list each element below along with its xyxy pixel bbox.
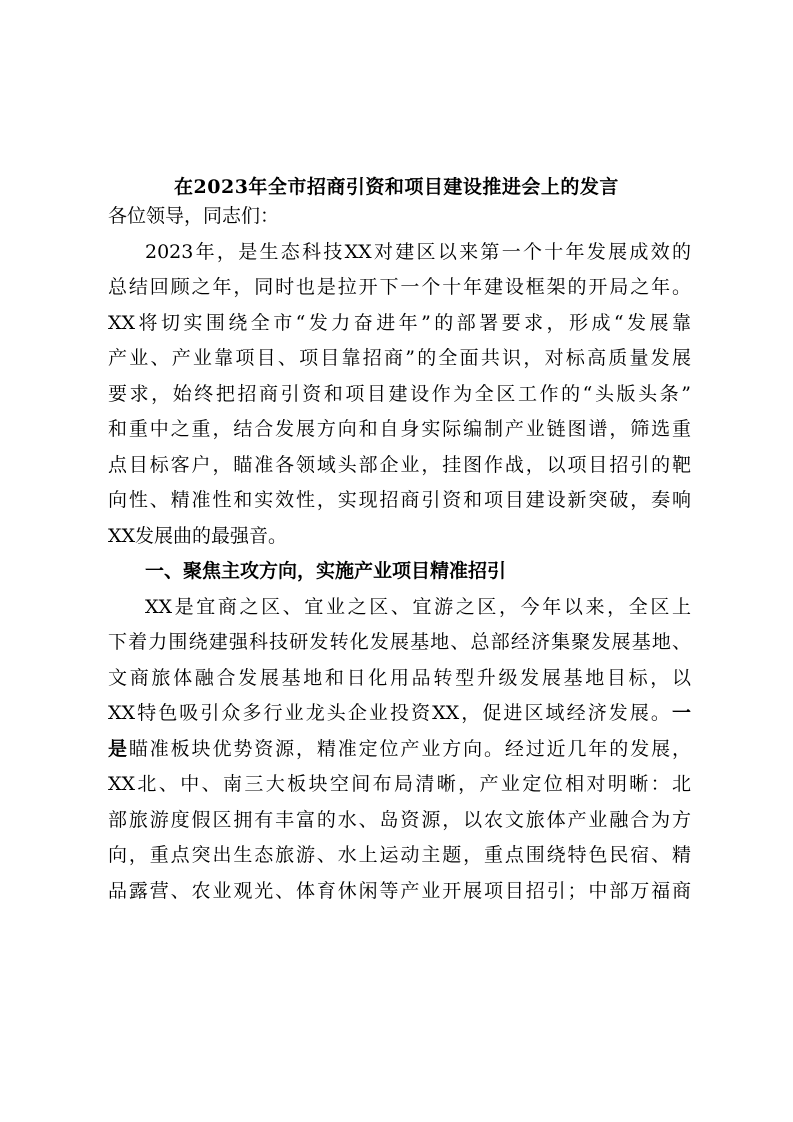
paragraph-line: 产业、产业靠项目、项目靠招商”的全面共识，对标高质量发展 [108,347,691,369]
line-text: 瞄准板块优势资源，精准定位产业方向。经过近几年的发展， [128,738,691,760]
paragraph-line [108,700,691,726]
paragraph-line: 总结回顾之年，同时也是拉开下一个十年建设框架的开局之年。 [108,276,691,298]
section-heading: 一、聚焦主攻方向，实施产业项目精准招引 [145,560,507,582]
paragraph-line: 向性、精准性和实效性，实现招商引资和项目建设新突破，奏响 [108,489,691,511]
paragraph-line: XX是宜商之区、宜业之区、宜游之区，今年以来，全区上 [145,596,691,618]
paragraph-line: XX北、中、南三大板块空间布局清晰，产业定位相对明晰：北 [108,773,691,795]
paragraph-line: 向，重点突出生态旅游、水上运动主题，重点围绕特色民宿、精 [108,844,691,866]
bold-marker: 一 [671,702,691,724]
paragraph-line: XX发展曲的最强音。 [108,525,288,547]
paragraph-line: 2023年，是生态科技XX对建区以来第一个十年发展成效的 [145,241,691,263]
paragraph-line: 文商旅体融合发展基地和日化用品转型升级发展基地目标，以 [108,667,691,689]
paragraph-line [108,736,691,762]
paragraph-line: 品露营、农业观光、体育休闲等产业开展项目招引；中部万福商 [108,880,691,902]
paragraph-line: XX将切实围绕全市“发力奋进年”的部署要求，形成“发展靠 [108,312,691,334]
paragraph-line: 和重中之重，结合发展方向和自身实际编制产业链图谱，筛选重 [108,418,691,440]
salutation: 各位领导，同志们： [108,205,280,227]
paragraph-line: 部旅游度假区拥有丰富的水、岛资源，以农文旅体产业融合为方 [108,809,691,831]
paragraph-line: 下着力围绕建强科技研发转化发展基地、总部经济集聚发展基地、 [108,631,691,653]
paragraph-line: 点目标客户，瞄准各领域头部企业，挂图作战，以项目招引的靶 [108,454,691,476]
document-title: 在2023年全市招商引资和项目建设推进会上的发言 [174,176,619,198]
paragraph-line: 要求，始终把招商引资和项目建设作为全区工作的“头版头条” [108,383,691,405]
line-text: XX特色吸引众多行业龙头企业投资XX，促进区域经济发展。 [108,702,672,724]
bold-marker: 是 [108,738,129,760]
